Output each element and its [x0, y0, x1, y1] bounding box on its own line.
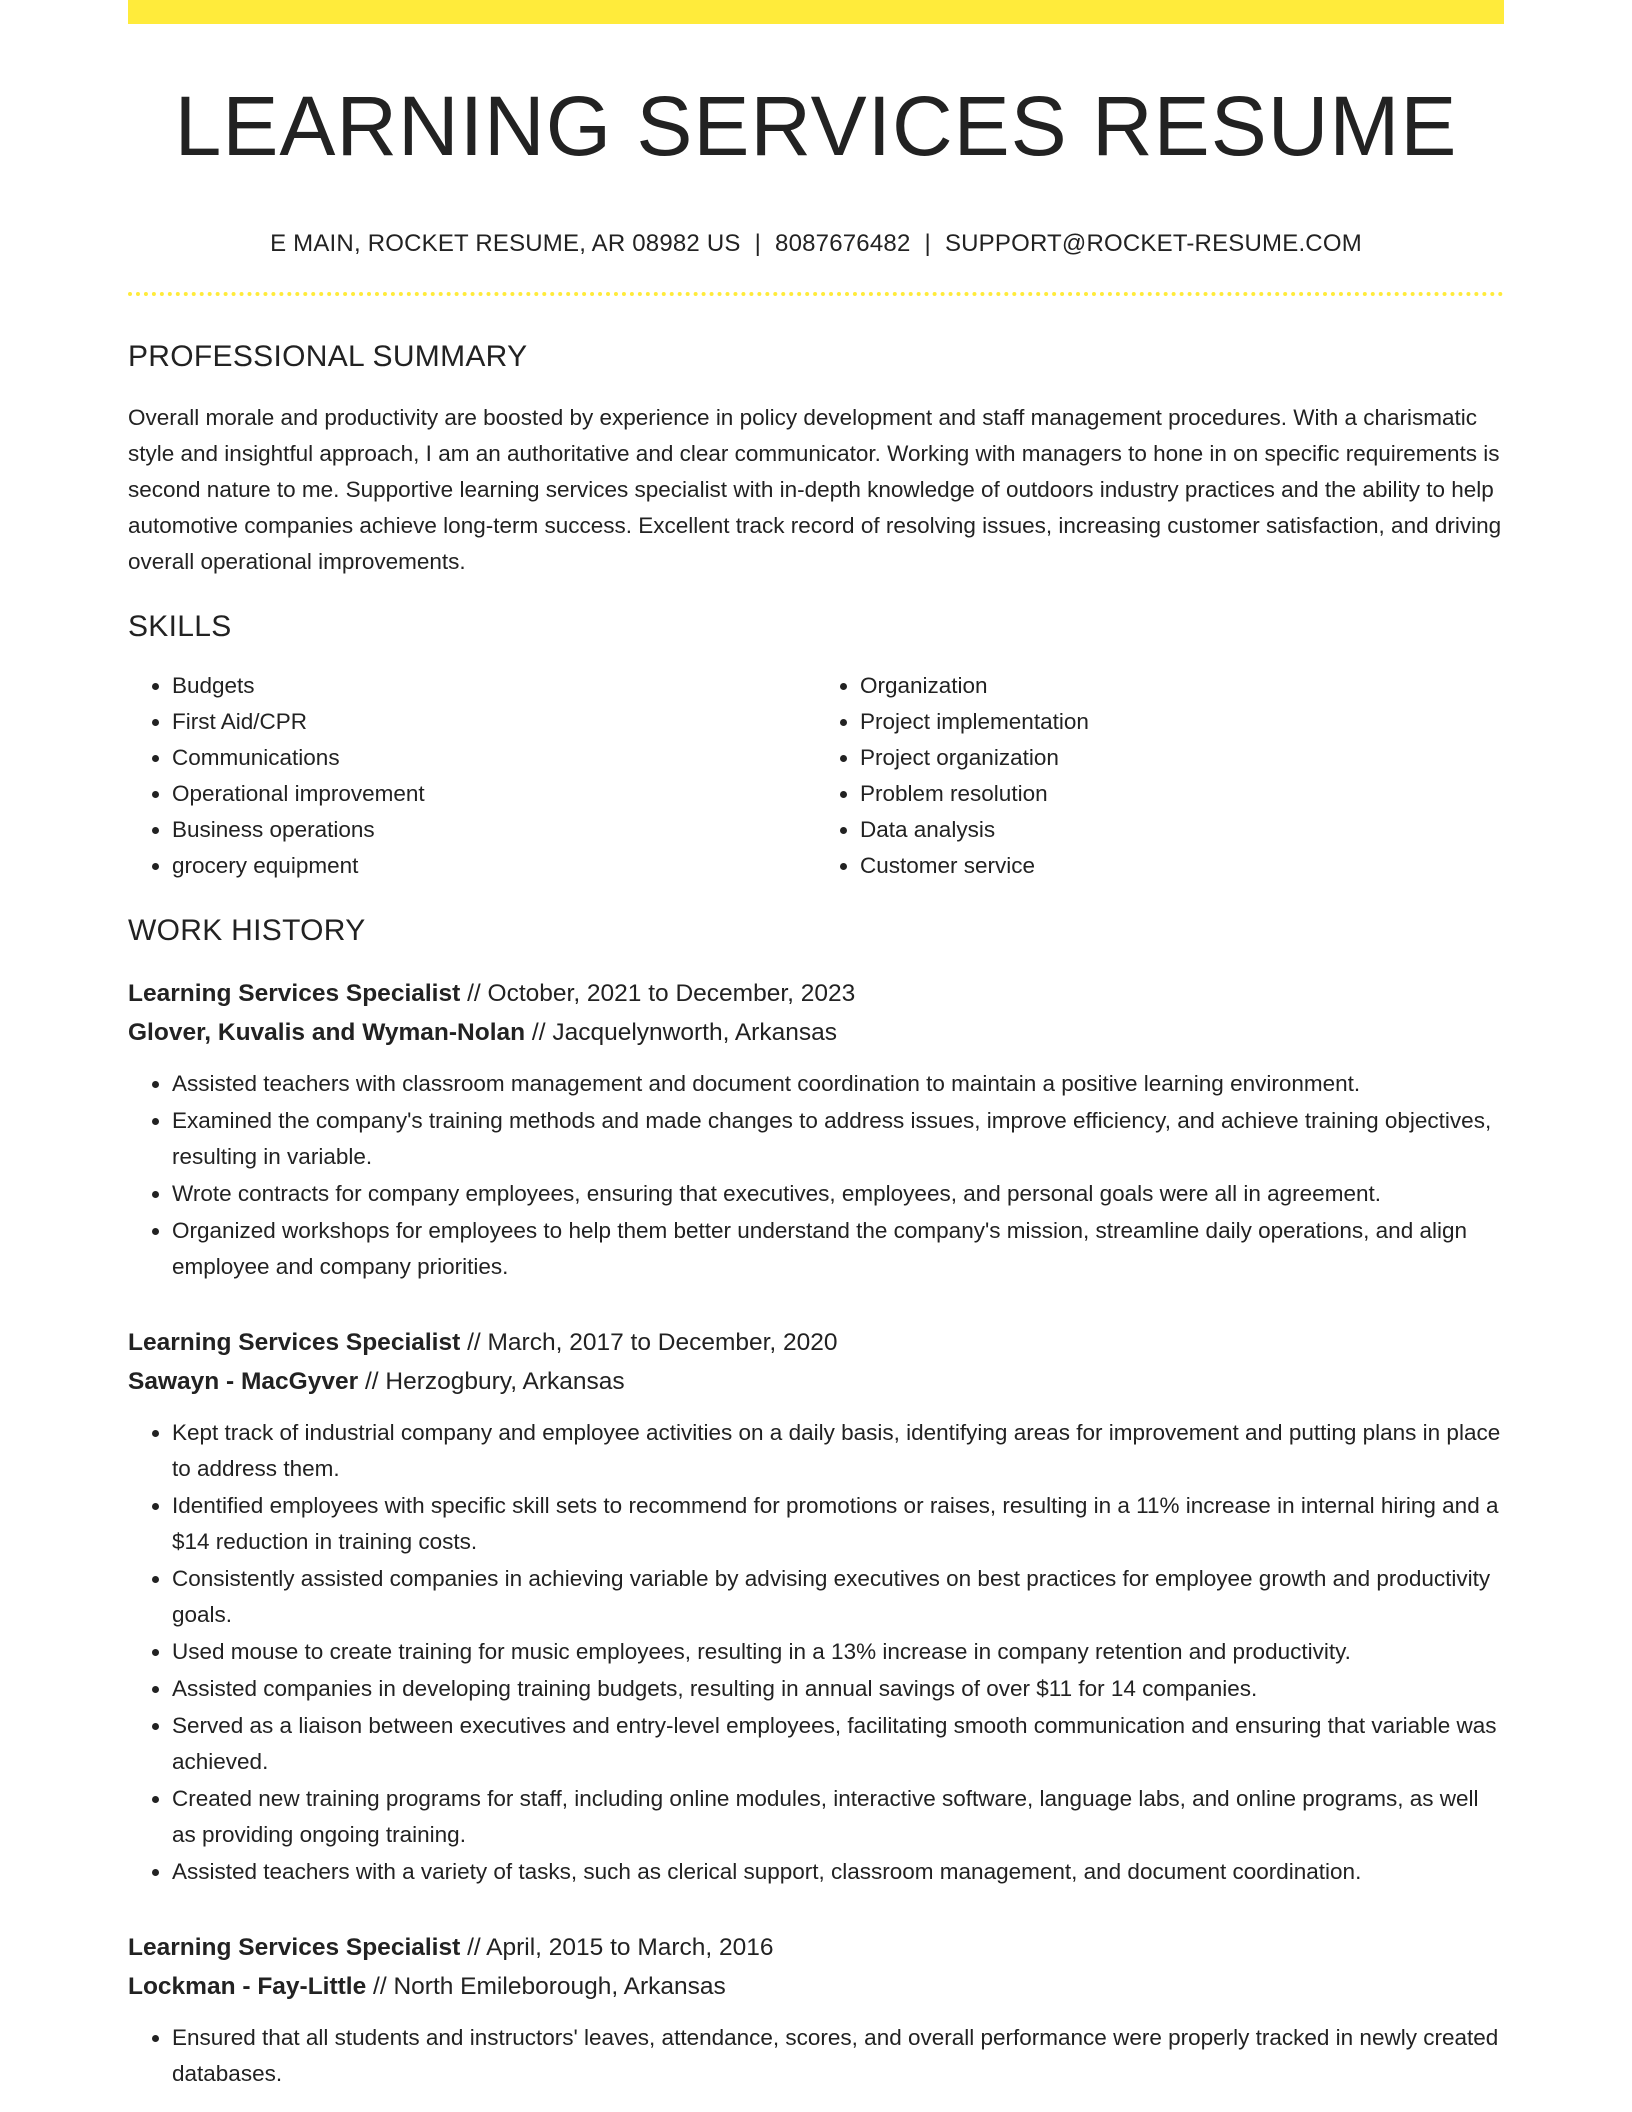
contact-phone: 8087676482 [775, 230, 911, 258]
job-title-line [128, 974, 1504, 1013]
list-item: • Operational improvement [172, 776, 816, 812]
job-title-line [128, 1323, 1504, 1362]
section-heading-summary: PROFESSIONAL SUMMARY [128, 340, 528, 374]
job-company: Glover, Kuvalis and Wyman-Nolan [128, 1019, 526, 1047]
job-title-line [128, 1928, 1504, 1967]
list-item: • Business operations [172, 812, 816, 848]
job-company-line [128, 1967, 1504, 2006]
contact-line [128, 230, 1504, 258]
list-item: • Identified employees with specific skill sets to recommend for promotions or raises, resulting in a 11% increase in internal hiring and a $14 reduction in training costs. [172, 1488, 1504, 1560]
section-heading-work: WORK HISTORY [128, 914, 366, 948]
list-item: • Wrote contracts for company employees, ensuring that executives, employees, and personal goals were all in agreement. [172, 1176, 1504, 1212]
job-company: Sawayn - MacGyver [128, 1368, 359, 1396]
job-location: Herzogbury, Arkansas [385, 1368, 625, 1396]
list-item: • Problem resolution [860, 776, 1504, 812]
job-dates: April, 2015 to March, 2016 [486, 1934, 774, 1962]
job-entry [128, 1928, 1504, 2092]
list-item: • Used mouse to create training for music employees, resulting in a 13% increase in company retention and productivity. [172, 1634, 1504, 1670]
job-location: Jacquelynworth, Arkansas [552, 1019, 837, 1047]
list-item: • grocery equipment [172, 848, 816, 884]
job-company: Lockman - Fay-Little [128, 1973, 367, 2001]
accent-top-bar [128, 0, 1504, 24]
list-item: • Examined the company's training methods and made changes to address issues, improve efficiency, and achieve training objectives, resulting in variable. [172, 1103, 1504, 1175]
job-company-line [128, 1013, 1504, 1052]
resume-title: LEARNING SERVICES RESUME [174, 79, 1458, 173]
section-heading-skills: SKILLS [128, 610, 232, 644]
list-item: • Communications [172, 740, 816, 776]
skills-list-right [816, 668, 1504, 884]
job-separator: // [366, 1973, 394, 2001]
list-item: • Assisted teachers with a variety of tasks, such as clerical support, classroom management, and document coordination. [172, 1854, 1504, 1890]
jobs-list [128, 974, 1504, 2092]
job-separator: // [525, 1019, 553, 1047]
list-item: • Organization [860, 668, 1504, 704]
list-item: • Customer service [860, 848, 1504, 884]
resume-page [128, 0, 1504, 2112]
job-bullets [128, 1066, 1504, 1285]
skills-columns [128, 668, 1504, 884]
list-item: • Budgets [172, 668, 816, 704]
professional-summary-section [128, 340, 1504, 580]
list-item: • Organized workshops for employees to help them better understand the company's mission, streamline daily operations, and align employee and company priorities. [172, 1213, 1504, 1285]
list-item: • Created new training programs for staff, including online modules, interactive software, language labs, and online programs, as well as providing ongoing training. [172, 1781, 1504, 1853]
job-title: Learning Services Specialist [128, 1329, 461, 1357]
contact-separator: | [924, 230, 931, 258]
job-separator: // [460, 1934, 487, 1962]
contact-address: E MAIN, ROCKET RESUME, AR 08982 US [270, 230, 741, 258]
list-item: • Project implementation [860, 704, 1504, 740]
job-bullets [128, 2020, 1504, 2092]
job-entry [128, 974, 1504, 1285]
list-item: • Assisted companies in developing training budgets, resulting in annual savings of over $11 for 14 companies. [172, 1671, 1504, 1707]
list-item: • Ensured that all students and instructors' leaves, attendance, scores, and overall performance were properly tracked in newly created databases. [172, 2020, 1504, 2092]
list-item: • Kept track of industrial company and employee activities on a daily basis, identifying areas for improvement and putting plans in place to address them. [172, 1415, 1504, 1487]
contact-email: SUPPORT@ROCKET-RESUME.COM [944, 230, 1362, 258]
dotted-divider [128, 292, 1504, 296]
list-item: • First Aid/CPR [172, 704, 816, 740]
list-item: • Assisted teachers with classroom management and document coordination to maintain a positive learning environment. [172, 1066, 1504, 1102]
job-bullets [128, 1415, 1504, 1890]
list-item: • Consistently assisted companies in achieving variable by advising executives on best practices for employee growth and productivity goals. [172, 1561, 1504, 1633]
job-separator: // [358, 1368, 386, 1396]
contact-separator: | [754, 230, 762, 258]
job-entry [128, 1323, 1504, 1890]
job-separator: // [460, 980, 488, 1008]
job-dates: March, 2017 to December, 2020 [487, 1329, 838, 1357]
list-item: • Served as a liaison between executives and entry-level employees, facilitating smooth communication and ensuring that variable was achieved. [172, 1708, 1504, 1780]
summary-text: Overall morale and productivity are boosted by experience in policy development and staff management procedures. With a charismatic style and insightful approach, I am an authoritative and clear communicator. Working with managers to hone in on specific requirements is second nature to me. Supportive learning services specialist with in-depth knowledge of outdoors industry practices and the ability to help automotive companies achieve long-term success. Excellent track record of resolving issues, increasing customer satisfaction, and driving overall operational improvements. [128, 405, 1502, 575]
job-company-line [128, 1362, 1504, 1401]
list-item: • Project organization [860, 740, 1504, 776]
job-dates: October, 2021 to December, 2023 [487, 980, 856, 1008]
job-location: North Emileborough, Arkansas [393, 1973, 726, 2001]
skills-list-left [128, 668, 816, 884]
job-title: Learning Services Specialist [128, 1934, 461, 1962]
work-history-section [128, 914, 1504, 2092]
list-item: • Data analysis [860, 812, 1504, 848]
job-separator: // [460, 1329, 488, 1357]
job-title: Learning Services Specialist [128, 980, 461, 1008]
skills-section [128, 610, 1504, 884]
